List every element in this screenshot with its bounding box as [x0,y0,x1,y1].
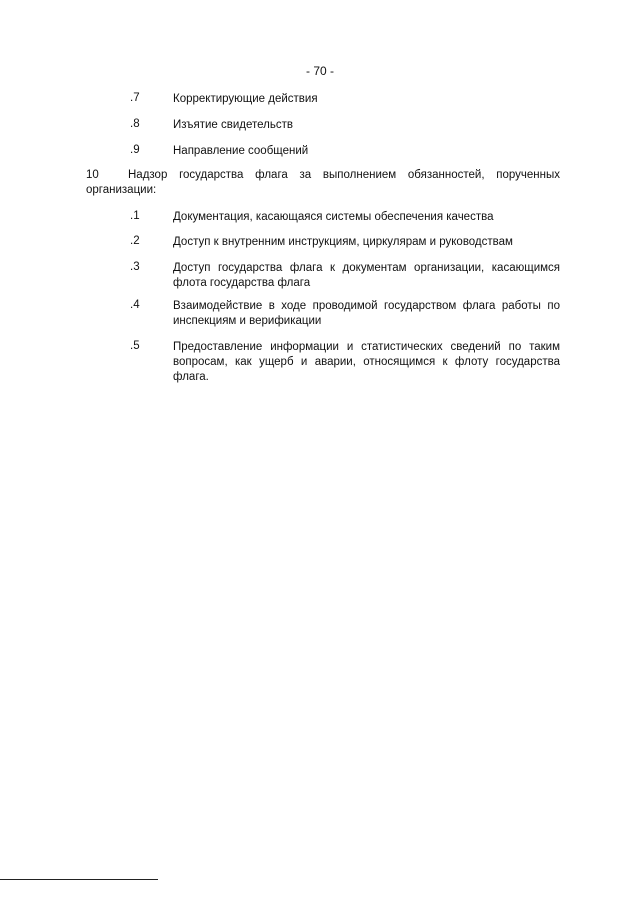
item-text: Взаимодействие в ходе проводимой государством флага работы по инспекциям и верификации [173,300,560,327]
item-number: .2 [130,235,140,247]
item-text: Изъятие свидетельств [173,119,293,131]
item-number: .1 [130,210,140,222]
section-heading [86,168,560,198]
item-text: Доступ государства флага к документам организации, касающимся флота государства флага [173,262,560,289]
item-text: Доступ к внутренним инструкциям, циркулярам и руководствам [173,236,513,248]
footnote-rule [0,879,158,880]
item-text: Документация, касающаяся системы обеспечения качества [173,211,494,223]
page-number: - 70 - [305,64,334,78]
item-text: Предоставление информации и статистических сведений по таким вопросам, как ущерб и аварии, относящимся к флоту государства флага. [173,341,560,383]
item-text: Корректирующие действия [173,93,318,105]
item-text: Направление сообщений [173,145,309,157]
section-number: 10 [86,169,99,181]
item-number: .4 [130,299,140,311]
item-number: .7 [130,92,140,104]
section-text: Надзор государства флага за выполнением обязанностей, порученных организации: [86,169,560,196]
item-number: .9 [130,144,140,156]
item-number: .5 [130,340,140,352]
item-number: .8 [130,118,140,130]
item-number: .3 [130,261,140,273]
